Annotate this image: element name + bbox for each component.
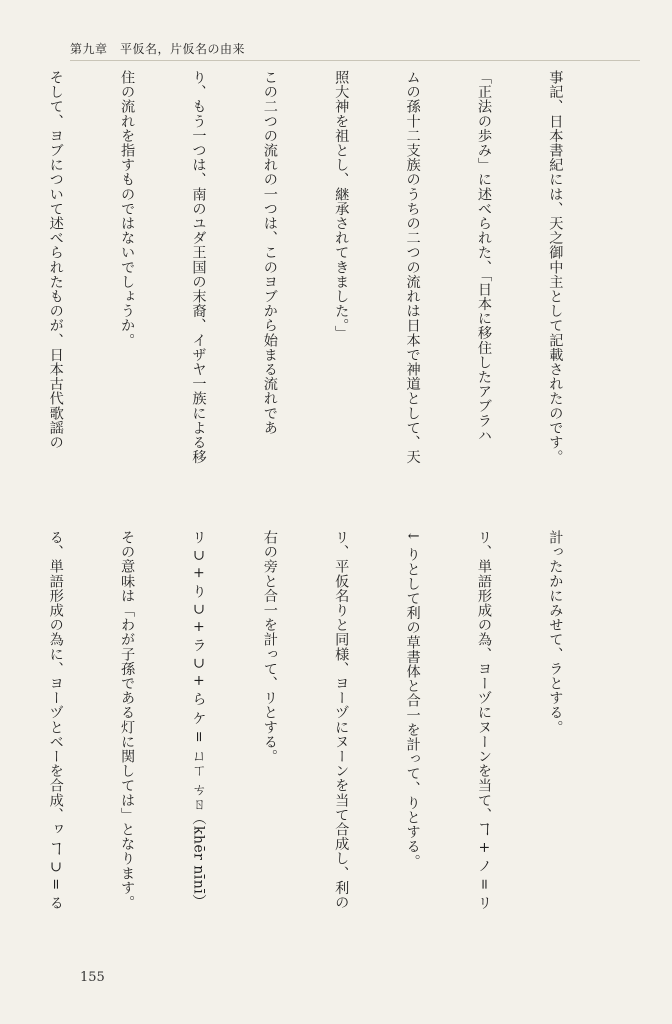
page-number: 155 <box>80 970 105 985</box>
lower-line-1: 計ったかにみせて、ラとする。 <box>547 530 564 735</box>
upper-line-1: 事記、日本書紀には、天之御中主として記載されたのです。 <box>547 70 564 465</box>
lower-text-block <box>47 530 614 940</box>
lower-line-4: リ、平仮名りと同様、ヨーヅにヌーンを当て合成し、利の <box>333 530 350 910</box>
lower-line-7: その意味は「わが子孫である灯に関しては」となります。 <box>119 530 136 910</box>
lower-line-5: 右の旁と合一を計って、リとする。 <box>261 530 278 764</box>
lower-line-6: リ ⊃ + り ⊃ + ラ ⊃ + ら ケ = ㄩㄒ ㄘㄖ（khēr nīnī） <box>190 530 207 909</box>
upper-line-8: そして、ヨブについて述べられたものが、日本古代歌謡の <box>47 70 64 450</box>
upper-line-5: この二つの流れの一つは、このヨブから始まる流れであ <box>261 70 278 435</box>
header-rule <box>70 60 640 61</box>
upper-text-block <box>47 70 614 540</box>
upper-line-3: ムの孫十二支族のうちの二つの流れは日本で神道として、天 <box>404 70 421 465</box>
upper-line-2: 「正法の歩み」に述べられた、「日本に移住したアブラハ <box>476 70 493 443</box>
lower-line-3: ↓ りとして利の草書体と合一を計って、りとする。 <box>404 530 421 869</box>
upper-line-6: り、もう一つは、南のユダ王国の末裔、イザヤ一族による移 <box>190 70 207 465</box>
chapter-header: 第九章 平仮名，片仮名の由来 <box>70 42 246 56</box>
upper-line-4: 照大神を祖とし、継承されてきました。」 <box>333 70 350 341</box>
upper-line-7: 住の流れを指すものではないでしょうか。 <box>119 70 136 348</box>
lower-line-8: る、単語形成の為に、ヨーヅとベーを合成、ヮ ヿ ⊃ = る <box>47 530 64 911</box>
lower-line-2: リ、単語形成の為、ヨーヅにヌーンを当て、ヿ + ノ = リ <box>476 530 493 911</box>
